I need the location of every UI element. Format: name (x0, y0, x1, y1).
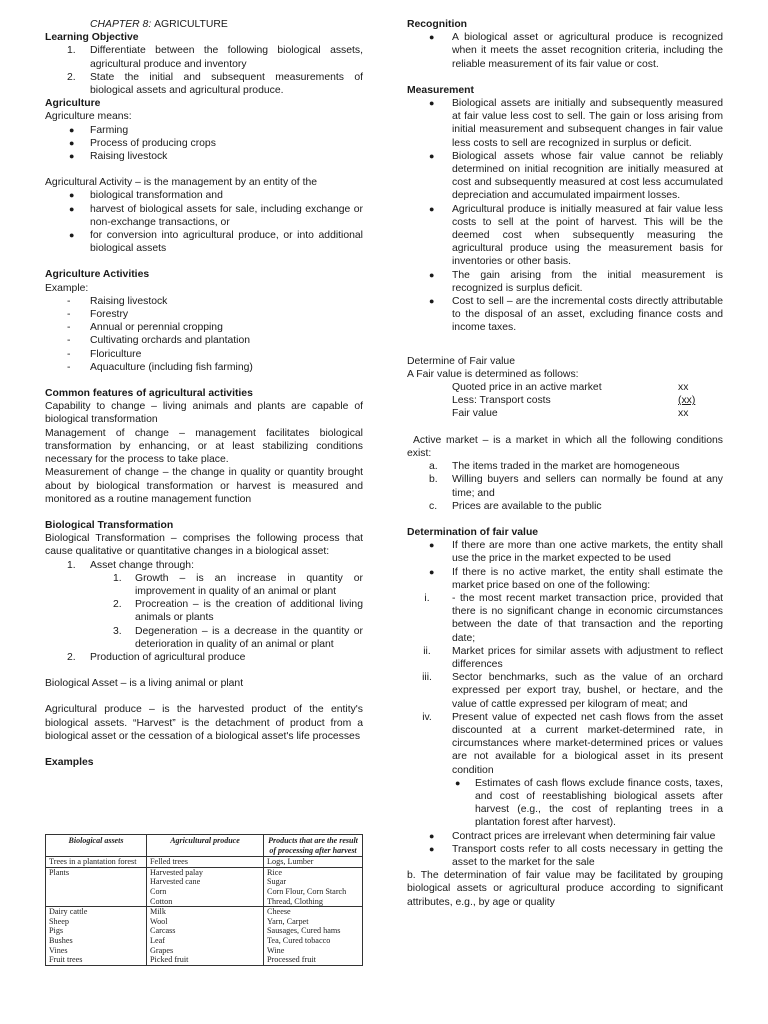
table-row (46, 955, 362, 965)
list-item (45, 150, 363, 163)
list-item (407, 150, 723, 203)
list-item (45, 334, 363, 347)
table-cell: Thread, Clothing (267, 896, 323, 906)
fair-value-row (407, 381, 723, 394)
list-item (407, 777, 723, 830)
ag-produce-definition: Agricultural produce – is the harvested product of the entity's biological assets. “Harvest” is the detachment of product from a biological asset or the cessation of a biological asset's life processes (45, 704, 363, 742)
list-item (407, 539, 723, 565)
bt-subitem-number: 2. (113, 599, 122, 611)
objective-item (45, 71, 363, 97)
fv-label: Fair value (452, 408, 498, 420)
dash-icon: - (67, 295, 71, 307)
fair-value-row (407, 394, 723, 407)
objectives-list (45, 44, 363, 97)
table-cell: Grapes (147, 946, 264, 956)
bullet-icon: ● (429, 566, 435, 577)
list-item (45, 189, 363, 202)
examples-heading: Examples (45, 756, 94, 768)
list-item (45, 348, 363, 361)
bt-item-number: 1. (67, 559, 76, 571)
bt-subitem-number: 1. (113, 572, 122, 584)
list-marker: a. (429, 461, 438, 473)
bt-list (45, 559, 363, 665)
list-item-text: Present value of expected net cash flows from the asset discounted at a current market-determined rate, in circumstances where market-determined prices or values are not available for a biological asset in its present condition (452, 711, 723, 776)
measurement-heading: Measurement (407, 84, 474, 96)
list-item-text: Cultivating orchards and plantation (90, 335, 250, 347)
fair-value-row (407, 407, 723, 420)
bullet-icon: ● (69, 124, 75, 135)
bt-subitem-number: 3. (113, 625, 122, 637)
list-item (45, 203, 363, 229)
list-item-text: The gain arising from the initial measurement is recognized is surplus deficit. (452, 269, 723, 294)
table-row (46, 897, 362, 907)
list-item (407, 97, 723, 150)
bt-subitem-text: Procreation – is the creation of additional living animals or plants (135, 599, 363, 624)
list-item (407, 295, 723, 335)
bt-item-number: 2. (67, 651, 76, 663)
list-item (45, 308, 363, 321)
list-item-text: for conversion into agricultural produce, or into additional biological assets (90, 230, 363, 255)
table-cell: Sheep (46, 917, 147, 927)
list-marker: ii. (423, 645, 431, 657)
table-cell: Carcass (147, 926, 264, 936)
table-header: Agricultural produce (147, 835, 264, 857)
list-item (407, 460, 723, 473)
list-item (407, 566, 723, 592)
fv-label: Less: Transport costs (452, 395, 551, 407)
table-cell: Sugar (267, 877, 287, 887)
table-cell: Milk (147, 907, 264, 917)
list-item-text: Process of producing crops (90, 137, 216, 149)
table-cell: Harvested cane (147, 877, 264, 887)
list-item (407, 711, 723, 777)
determine-heading: Determine of Fair value (407, 355, 515, 367)
agriculture-means: Agriculture means: (45, 111, 132, 123)
fv-amount: xx (678, 382, 689, 394)
bt-item-text: Asset change through: (90, 559, 194, 571)
objective-number: 1. (67, 45, 76, 57)
dfv-list (407, 539, 723, 869)
list-item-text: Floriculture (90, 348, 142, 360)
feature-paragraph: Capability to change – living animals and plants are capable of biological transformation (45, 401, 363, 426)
chapter-title (45, 18, 363, 31)
list-item-text: Contract prices are irrelevant when determining fair value (452, 830, 716, 842)
bt-subitem-text: Degeneration – is a decrease in the quantity or deterioration in quality of an animal or plant (135, 625, 363, 650)
table-header-row (46, 835, 362, 857)
list-marker: b. (429, 474, 438, 486)
bullet-icon: ● (429, 296, 435, 307)
list-item (407, 500, 723, 513)
bt-subitem-text: Growth – is an increase in quantity or improvement in quality of an animal or plant (135, 572, 363, 597)
list-item-text: Sector benchmarks, such as the value of an orchard expressed per export tray, bushel, or hectare, and the value of cattle expressed per kilogram of meat; and (452, 672, 723, 710)
table-cell: Yarn, Carpet (267, 916, 309, 926)
bullet-icon: ● (429, 203, 435, 214)
list-item-text: A biological asset or agricultural produce is recognized when it meets the asset recognition criteria, including the reliable measurement of its fair value or cost. (452, 32, 723, 70)
table-cell: Trees in a plantation forest (46, 857, 147, 868)
chapter-name: AGRICULTURE (154, 19, 228, 30)
table-row (46, 867, 362, 877)
list-item-text: Farming (90, 124, 129, 136)
features-heading: Common features of agricultural activities (45, 388, 253, 400)
table-row (46, 877, 362, 887)
bt-item (45, 559, 363, 572)
table-cell: Cotton (147, 897, 264, 907)
list-item (407, 671, 723, 711)
dash-icon: - (67, 309, 71, 321)
determine-intro: A Fair value is determined as follows: (407, 368, 579, 380)
table-cell: Fruit trees (46, 955, 147, 965)
bt-definition: Biological Transformation – comprises the following process that cause qualitative or quantitative changes in a biological asset: (45, 533, 363, 558)
list-item (45, 295, 363, 308)
bullet-icon: ● (429, 830, 435, 841)
ag-activity-definition: Agricultural Activity – is the management by an entity of the (45, 177, 318, 189)
list-marker: iv. (422, 711, 432, 723)
left-column (45, 18, 363, 769)
dash-icon: - (67, 361, 71, 373)
dash-icon: - (67, 335, 71, 347)
activities-heading: Agriculture Activities (45, 269, 150, 281)
list-item-text: Biological assets are initially and subsequently measured at fair value less cost to sell. The gain or loss arising from initial measurement and subsequent changes in fair value less costs to sell are recognized in surplus or deficit. (452, 98, 723, 149)
list-item-text: harvest of biological assets for sale, including exchange or non-exchange transactions, or (90, 203, 363, 228)
table-header: Products that are the result of processing after harvest (264, 835, 363, 857)
dfv-heading: Determination of fair value (407, 526, 539, 538)
table-cell: Vines (46, 946, 147, 956)
activities-list (45, 295, 363, 374)
bullet-icon: ● (429, 269, 435, 280)
bullet-icon: ● (69, 230, 75, 241)
agriculture-list (45, 124, 363, 164)
chapter-label: CHAPTER 8: (90, 19, 152, 30)
table-header: Biological assets (46, 835, 147, 857)
table-cell: Picked fruit (147, 955, 264, 965)
measurement-list (407, 97, 723, 335)
table-row (46, 917, 362, 927)
activities-example-label: Example: (45, 282, 89, 294)
ag-activity-list (45, 189, 363, 255)
bullet-icon: ● (429, 843, 435, 854)
list-item-text: If there are more than one active markets, the entity shall use the price in the market expected to be used (452, 540, 723, 565)
list-item (407, 592, 723, 645)
active-market-definition: Active market – is a market in which all the following conditions exist: (407, 434, 723, 459)
table-row (46, 926, 362, 936)
bullet-icon: ● (69, 151, 75, 162)
list-item-text: The items traded in the market are homogeneous (452, 461, 680, 473)
list-item-text: Cost to sell – are the incremental costs directly attributable to the disposal of an asset, excluding finance costs and income taxes. (452, 296, 723, 334)
bullet-icon: ● (455, 777, 461, 788)
list-item-text: Biological assets whose fair value cannot be reliably determined on initial recognition are initially measured at cost and subsequently measured at cost less accumulated depreciation and accumulated impairment losses. (452, 150, 723, 202)
table-cell (46, 877, 147, 887)
table-cell: Sausages, Cured hams (267, 926, 341, 936)
table-cell (46, 897, 147, 907)
list-item-text: - the most recent market transaction price, provided that there is no significant change in economic circumstances between the date of that transaction and the reporting date; (452, 592, 723, 644)
table-row (46, 887, 362, 897)
list-item-text: Transport costs refer to all costs necessary in getting the asset to the market for the sale (452, 843, 723, 868)
table-cell: Pigs (46, 926, 147, 936)
bullet-icon: ● (429, 150, 435, 161)
table-cell: Harvested palay (147, 867, 264, 877)
bt-heading: Biological Transformation (45, 519, 174, 531)
objective-number: 2. (67, 71, 76, 83)
bullet-icon: ● (429, 540, 435, 551)
list-item-text: Raising livestock (90, 295, 168, 307)
table-row (46, 857, 362, 868)
list-item-text: Prices are available to the public (452, 500, 602, 512)
table-cell: Processed fruit (267, 955, 316, 965)
bullet-icon: ● (69, 190, 75, 201)
list-marker: c. (429, 500, 438, 512)
table-cell: Leaf (147, 936, 264, 946)
feature-paragraph: Measurement of change – the change in quality or quantity brought about by biological transformation or harvest is measured and monitored as a routine management function (45, 467, 363, 505)
list-marker: i. (424, 592, 430, 604)
fv-label: Quoted price in an active market (452, 382, 602, 394)
bullet-icon: ● (429, 98, 435, 109)
list-item (407, 473, 723, 499)
list-item (45, 137, 363, 150)
bullet-icon: ● (69, 137, 75, 148)
table-cell: Rice (264, 867, 363, 877)
recognition-list (407, 31, 723, 71)
table-cell: Plants (46, 867, 147, 877)
learning-objective-heading: Learning Objective (45, 32, 139, 44)
table-cell: Corn Flour, Corn Starch (267, 886, 347, 896)
bio-asset-definition: Biological Asset – is a living animal or plant (45, 678, 244, 690)
bt-subitem (45, 572, 363, 598)
objective-text: State the initial and subsequent measurements of biological assets and agricultural produce. (90, 71, 363, 97)
bt-subitem (45, 625, 363, 651)
recognition-heading: Recognition (407, 19, 468, 30)
active-market-list (407, 460, 723, 513)
fv-amount: (xx) (678, 395, 696, 407)
table-cell: Corn (147, 887, 264, 897)
dash-icon: - (67, 322, 71, 334)
objective-text: Differentiate between the following biological assets, agricultural produce and inventory (90, 45, 363, 70)
table-cell: Felled trees (147, 857, 264, 868)
list-item (45, 321, 363, 334)
list-item (407, 269, 723, 295)
bt-item-text: Production of agricultural produce (90, 651, 246, 663)
feature-paragraph: Management of change – management facilitates biological transformation by enhancing, or at least stabilizing conditions necessary for the process to take place. (45, 427, 363, 466)
list-item (45, 124, 363, 137)
table-row (46, 946, 362, 956)
table-cell: Cheese (264, 907, 363, 917)
dash-icon: - (67, 348, 71, 360)
fv-amount: xx (678, 408, 689, 420)
list-item (45, 229, 363, 255)
list-item-text: Raising livestock (90, 151, 168, 163)
list-marker: iii. (422, 672, 432, 684)
bullet-icon: ● (429, 32, 435, 43)
list-item (407, 31, 723, 71)
list-item-text: Aquaculture (including fish farming) (90, 361, 253, 373)
bt-subitem (45, 598, 363, 624)
right-column (407, 18, 723, 909)
list-item-text: If there is no active market, the entity shall estimate the market price based on one of the following: (452, 566, 723, 591)
list-item-text: Market prices for similar assets with adjustment to reflect differences (452, 645, 723, 670)
list-item-text: Forestry (90, 309, 129, 321)
table-row (46, 907, 362, 917)
list-item-text: Agricultural produce is initially measured at fair value less costs to sell at the point of harvest. This will be the deemed cost when subsequently measuring the agricultural produce using the measurement basis for inventories or other basis. (452, 203, 723, 268)
list-item-text: Willing buyers and sellers can normally be found at any time; and (452, 474, 723, 499)
list-item (45, 361, 363, 374)
list-item (407, 843, 723, 869)
table-cell: Logs, Lumber (267, 857, 314, 867)
list-item-text: Estimates of cash flows exclude finance costs, taxes, and cost of reestablishing biological assets after harvest (e.g., the cost of replanting trees in a plantation forest after harvest). (475, 777, 723, 829)
list-item (407, 203, 723, 269)
examples-table (45, 834, 363, 966)
table-cell: Bushes (46, 936, 147, 946)
table-row (46, 936, 362, 946)
table-cell: Wine (267, 945, 285, 955)
bullet-icon: ● (69, 203, 75, 214)
bt-item (45, 651, 363, 664)
list-item-text: biological transformation and (90, 190, 223, 202)
agriculture-heading: Agriculture (45, 98, 101, 110)
list-item (407, 830, 723, 843)
list-item (407, 645, 723, 671)
table-cell: Dairy cattle (46, 907, 147, 917)
table-cell: Wool (147, 917, 264, 927)
list-item-text: Annual or perennial cropping (90, 322, 223, 334)
table-cell: Tea, Cured tobacco (267, 935, 331, 945)
objective-item (45, 44, 363, 70)
table-cell (46, 887, 147, 897)
closing-paragraph: b. The determination of fair value may be facilitated by grouping biological assets or agricultural produce according to significant attributes, e.g., by age or quality (407, 870, 723, 908)
